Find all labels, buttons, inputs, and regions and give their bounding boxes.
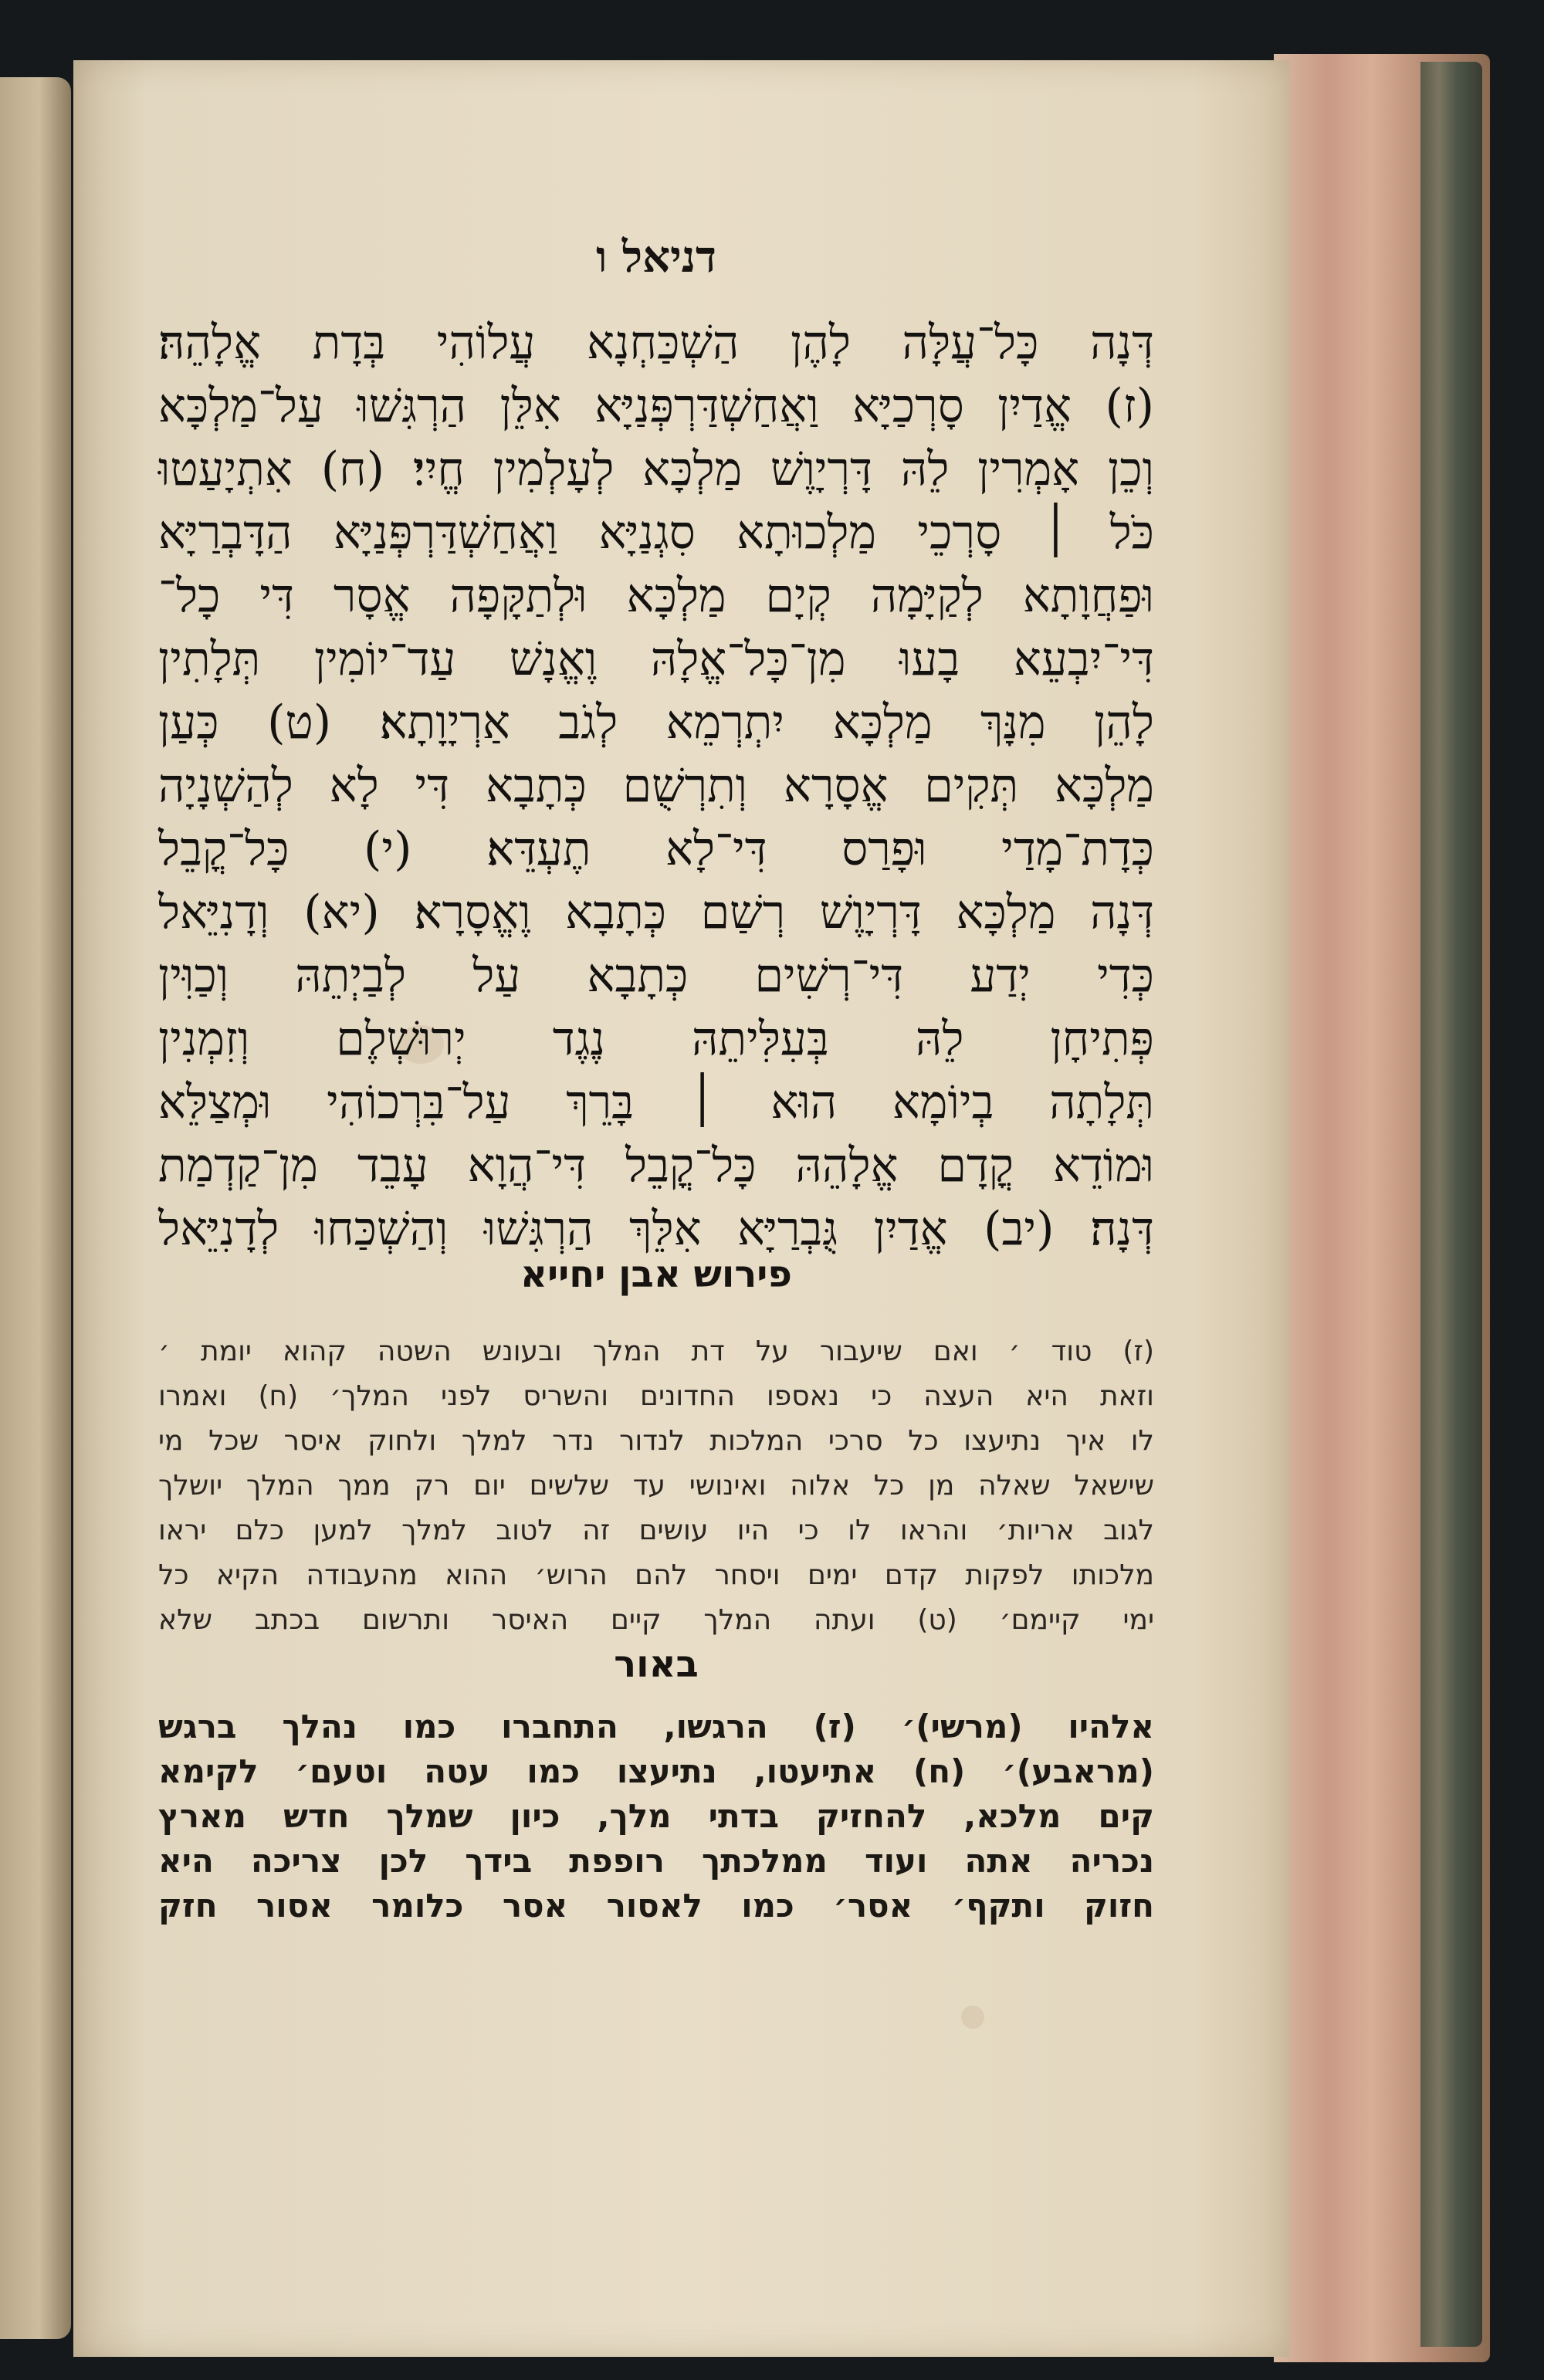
main-text-line: (ז) אֱדַיִן סָרְכַיָּא וַאֲחַשְׁדַּרְפְּנַיָּא אִלֵּן הַרְגִּשׁוּ עַל־מַלְכָּא bbox=[158, 379, 1154, 433]
biur-line: (מראבע)׳ (ח) אתיעטו, נתיעצו כמו עטה וטעם׳ לקימא bbox=[158, 1752, 1154, 1790]
main-text-line: כְּדִי יְדַע דִּי־רְשִׁים כְּתָבָא עַל לְבַיְתֵהּ וְכַוִּין bbox=[158, 949, 1154, 1003]
main-text-line: וְכֵן אָמְרִין לֵהּ דָּרְיָוֶשׁ מַלְכָּא לְעָלְמִין חֱיִי׃ (ח) אִתְיָעַטוּ bbox=[158, 442, 1154, 496]
book-page bbox=[73, 60, 1289, 2357]
commentary-line: ימי קיימם׳ (ט) ועתה המלך קיים האיסר ותרשום בכתב שלא bbox=[158, 1604, 1154, 1636]
main-text-line: פְּתִיחָן לֵהּ בְּעִלִּיתֵהּ נֶגֶד יְרוּשְׁלֶם וְזִמְנִין bbox=[158, 1012, 1154, 1066]
main-text-line: כֹּל ׀ סָרְכֵי מַלְכוּתָא סִגְנַיָּא וַאֲחַשְׁדַּרְפְּנַיָּא הַדָּבְרַיָּא bbox=[158, 506, 1154, 560]
commentary-title: פירוש אבן יחייא bbox=[520, 1253, 792, 1296]
biur-line: נכריה אתה ועוד ממלכתך רופפת בידך לכן צריכה היא bbox=[158, 1842, 1154, 1880]
marbled-cover-edge bbox=[1420, 62, 1482, 2347]
commentary-line: (ז) טוד ׳ ואם שיעבור על דת המלך ובעונש השטה קהוא יומת ׳ bbox=[158, 1336, 1154, 1367]
main-text-line: דִּי־יִבְעֵא בָעוּ מִן־כָּל־אֱלָהּ וֶאֱנָשׁ עַד־יוֹמִין תְּלָתִין bbox=[158, 632, 1154, 686]
main-text-line: כְּדָת־מָדַי וּפָרַס דִּי־לָא תֶעְדֵּא׃ (י) כָּל־קֳבֵל bbox=[158, 822, 1154, 876]
main-text-line: דְּנָה מַלְכָּא דָּרְיָוֶשׁ רְשַׁם כְּתָבָא וֶאֱסָרָא׃ (יא) וְדָנִיֵּאל bbox=[158, 885, 1154, 939]
commentary-line: מלכותו לפקות קדם ימים ויסחר להם הרוש׳ ההוא מהעבודה הקיא כל bbox=[158, 1559, 1154, 1591]
commentary-line: לגוב אריות׳ והראו לו כי היו עושים זה לטוב למלך למען כלם יראו bbox=[158, 1515, 1154, 1546]
main-text-line: מַלְכָּא תְּקִים אֱסָרָא וְתִרְשֻׁם כְּתָבָא דִּי לָא לְהַשְׁנָיָה bbox=[158, 759, 1154, 813]
main-text-line: וּפַחֲוָתָא לְקַיָּמָה קְיָם מַלְכָּא וּלְתַקָּפָה אֱסָר דִּי כָל־ bbox=[158, 569, 1154, 623]
commentary-line: לו איך נתיעצו כל סרכי המלכות לנדור נדר למלך ולחוק איסר שכל מי bbox=[158, 1425, 1154, 1457]
biur-line: חזוק ותקף׳ אסר׳ כמו לאסור אסר כלומר אסור חזק bbox=[158, 1887, 1154, 1925]
main-text-line: דְּנָה כָּל־עֲלָּה לָהֶן הַשְׁכַּחְנָא עֲלוֹהִי בְּדָת אֱלָהֵהּ׃ bbox=[158, 316, 1154, 370]
running-head: דניאל ו bbox=[596, 232, 716, 283]
biur-title: באור bbox=[614, 1643, 699, 1686]
main-text-line: תְּלָתָה בְיוֹמָא הוּא ׀ בָּרֵךְ עַל־בִּרְכוֹהִי וּמְצַלֵּא bbox=[158, 1075, 1154, 1129]
previous-page-edge bbox=[0, 77, 71, 2339]
paper-stain bbox=[961, 2006, 984, 2029]
main-text-line: לָהֵן מִנָּךְ מַלְכָּא יִתְרְמֵא לְגֹב אַרְיָוָתָא׃ (ט) כְּעַן bbox=[158, 696, 1154, 750]
main-text-line: דְּנָה׃ (יב) אֱדַיִן גֻּבְרַיָּא אִלֵּךְ הַרְגִּשׁוּ וְהַשְׁכַּחוּ לְדָנִיֵּאל bbox=[158, 1202, 1154, 1256]
biur-line: קים מלכא, להחזיק בדתי מלך, כיון שמלך חדש מארץ bbox=[158, 1797, 1154, 1835]
commentary-line: שישאל שאלה מן כל אלוה ואינושי עד שלשים יום רק ממך המלך יושלך bbox=[158, 1470, 1154, 1501]
commentary-line: וזאת היא העצה כי נאספו החדונים והשריס לפני המלך׳ (ח) ואמרו bbox=[158, 1380, 1154, 1412]
main-text-line: וּמוֹדֵא קֳדָם אֱלָהֵהּ כָּל־קֳבֵל דִּי־הֲוָא עָבֵד מִן־קַדְמַת bbox=[158, 1139, 1154, 1193]
biur-line: אלהיו (מרשי)׳ (ז) הרגשו, התחברו כמו נהלך ברגש bbox=[158, 1708, 1154, 1745]
